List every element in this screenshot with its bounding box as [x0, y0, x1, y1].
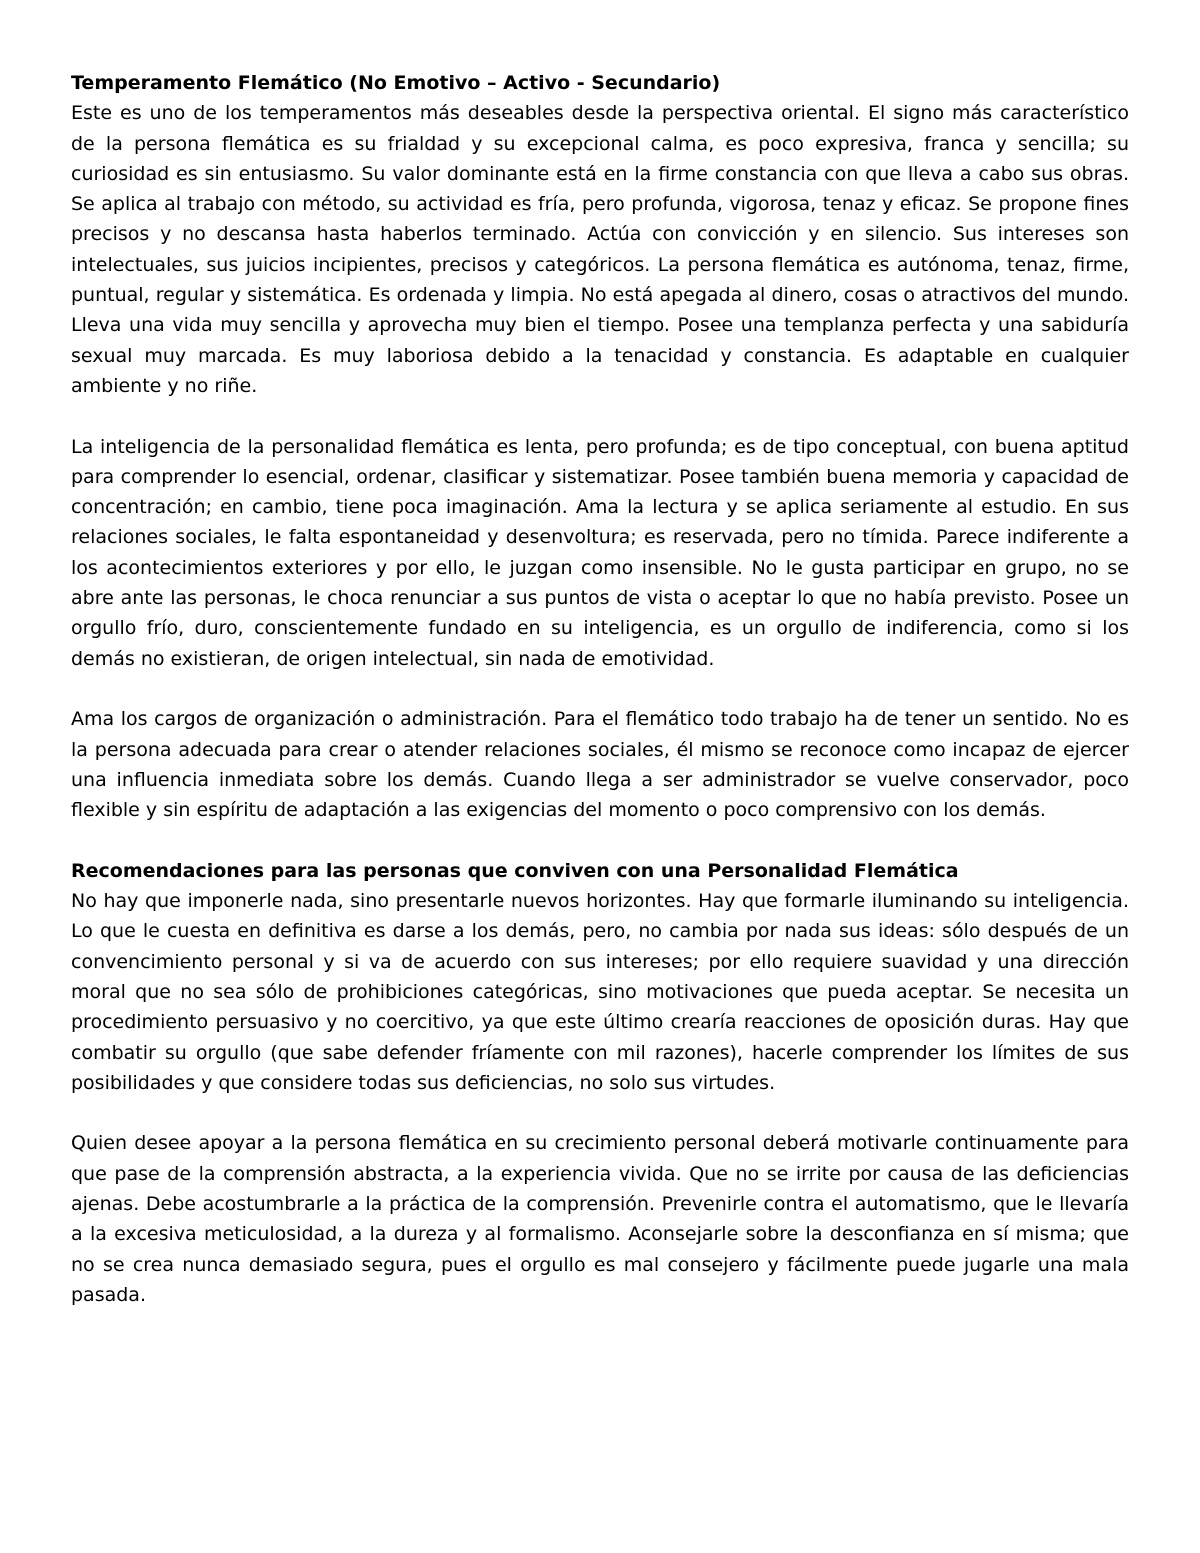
paragraph-recomendaciones: No hay que imponerle nada, sino presentarle nuevos horizontes. Hay que formarle iluminando su inteligencia. Lo que le cuesta en definitiva es darse a los demás, pero, no cambia por nada sus ideas: sólo después de un convencimiento personal y si va de acuerdo con sus intereses; por ello requiere suavidad y una dirección moral que no sea sólo de prohibiciones categóricas, sino motivaciones que pueda aceptar. Se necesita un procedimiento persuasivo y no coercitivo, ya que este último crearía reacciones de oposición duras. Hay que combatir su orgullo (que sabe defender fríamente con mil razones), hacerle comprender los límites de sus posibilidades y que considere todas sus deficiencias, no solo sus virtudes. [71, 890, 1129, 1094]
paragraph-description: Este es uno de los temperamentos más deseables desde la perspectiva oriental. El signo más característico de la persona flemática es su frialdad y su excepcional calma, es poco expresiva, franca y sencilla; su curiosidad es sin entusiasmo. Su valor dominante está en la firme constancia con que lleva a cabo sus obras. Se aplica al trabajo con método, su actividad es fría, pero profunda, vigorosa, tenaz y eficaz. Se propone fines precisos y no descansa hasta haberlos terminado. Actúa con convicción y en silencio. Sus intereses son intelectuales, sus juicios incipientes, precisos y categóricos. La persona flemática es autónoma, tenaz, firme, puntual, regular y sistemática. Es ordenada y limpia. No está apegada al dinero, cosas o atractivos del mundo. Lleva una vida muy sencilla y aprovecha muy bien el tiempo. Posee una templanza perfecta y una sabiduría sexual muy marcada. Es muy laboriosa debido a la tenacidad y constancia. Es adaptable en cualquier ambiente y no riñe. [71, 102, 1129, 397]
paragraph-cargos: Ama los cargos de organización o administración. Para el flemático todo trabajo ha de tener un sentido. No es la persona adecuada para crear o atender relaciones sociales, él mismo se reconoce como incapaz de ejercer una influencia inmediata sobre los demás. Cuando llega a ser administrador se vuelve conservador, poco flexible y sin espíritu de adaptación a las exigencias del momento o poco comprensivo con los demás. [71, 708, 1129, 822]
section-heading-temperamento: Temperamento Flemático (No Emotivo – Activo - Secundario) [71, 72, 721, 94]
paragraph-inteligencia: La inteligencia de la personalidad flemática es lenta, pero profunda; es de tipo conceptual, con buena aptitud para comprender lo esencial, ordenar, clasificar y sistematizar. Posee también buena memoria y capacidad de concentración; en cambio, tiene poca imaginación. Ama la lectura y se aplica seriamente al estudio. En sus relaciones sociales, le falta espontaneidad y desenvoltura; es reservada, pero no tímida. Parece indiferente a los acontecimientos exteriores y por ello, le juzgan como insensible. No le gusta participar en grupo, no se abre ante las personas, le choca renunciar a sus puntos de vista o aceptar lo que no había previsto. Posee un orgullo frío, duro, conscientemente fundado en su inteligencia, es un orgullo de indiferencia, como si los demás no existieran, de origen intelectual, sin nada de emotividad. [71, 435, 1129, 670]
paragraph-spacer [71, 825, 1129, 855]
paragraph-spacer [71, 401, 1129, 431]
document-page [71, 68, 1129, 1310]
paragraph-spacer [71, 674, 1129, 704]
paragraph-apoyo: Quien desee apoyar a la persona flemática en su crecimiento personal deberá motivarle continuamente para que pase de la comprensión abstracta, a la experiencia vivida. Que no se irrite por causa de las deficiencias ajenas. Debe acostumbrarle a la práctica de la comprensión. Prevenirle contra el automatismo, que le llevaría a la excesiva meticulosidad, a la dureza y al formalismo. Aconsejarle sobre la desconfianza en sí misma; que no se crea nunca demasiado segura, pues el orgullo es mal consejero y fácilmente puede jugarle una mala pasada. [71, 1132, 1129, 1306]
section-heading-recomendaciones: Recomendaciones para las personas que conviven con una Personalidad Flemática [71, 859, 959, 882]
paragraph-spacer [71, 1098, 1129, 1128]
